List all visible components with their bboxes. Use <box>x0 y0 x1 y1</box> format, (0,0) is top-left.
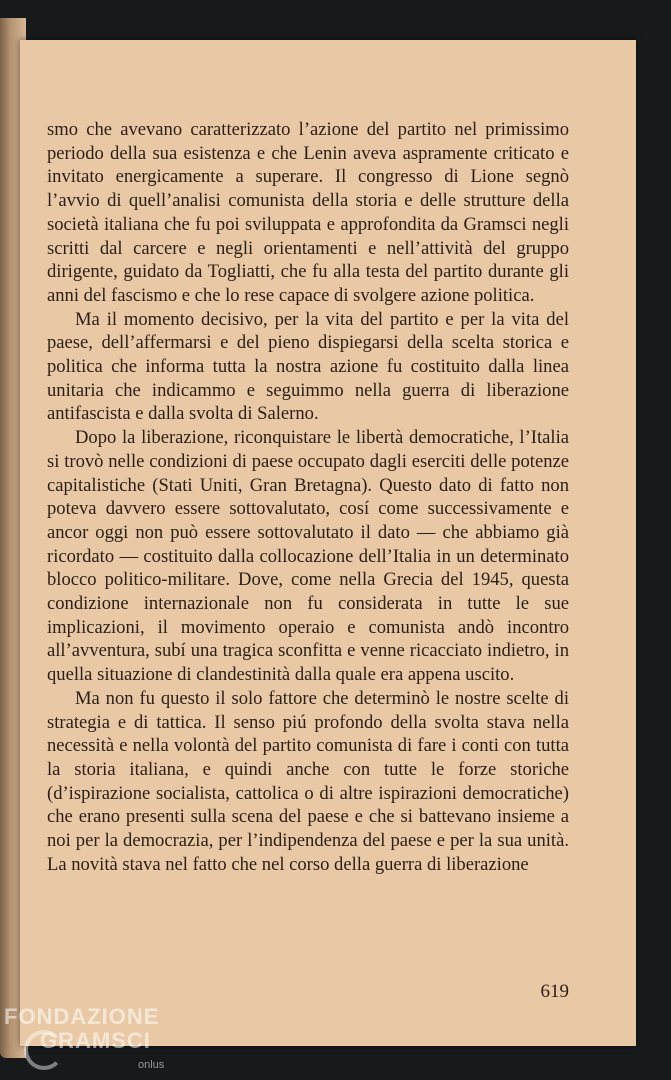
book-page <box>20 40 636 1046</box>
page-number: 619 <box>540 981 569 1002</box>
watermark <box>4 1004 165 1071</box>
paragraph-2: Ma il momento decisivo, per la vita del partito e per la vita del paese, dell’affermarsi e del pieno dispiegarsi della scelta storica e politica che informa tutta la nostra azione fu costituito dalla linea unitaria che indicammo e seguimmo nella guerra di liberazione antifascista e dalla svolta di Salerno. <box>47 308 569 425</box>
watermark-line-1: FONDAZIONE <box>4 1004 160 1029</box>
watermark-line-3: onlus <box>138 1059 165 1071</box>
paragraph-1: smo che avevano caratterizzato l’azione del partito nel primissimo periodo della sua esistenza e che Lenin aveva aspramente criticato e invitato energicamente a superare. Il congresso di Lione segnò l’avvio di quell’analisi comunista della storia e delle strutture della società italiana che fu poi sviluppata e approfondita da Gramsci negli scritti dal carcere e negli orientamenti e nell’attività del gruppo dirigente, guidato da Togliatti, che fu alla testa del partito durante gli anni del fascismo e che lo rese capace di svolgere azione politica. <box>47 119 569 306</box>
watermark-line-2: GRAMSCI <box>40 1028 151 1053</box>
paragraph-3: Dopo la liberazione, riconquistare le libertà democratiche, l’Italia si trovò nelle condizioni di paese occupato dagli eserciti delle potenze capitalistiche (Stati Uniti, Gran Bretagna). Questo dato di fatto non poteva davvero essere sottovalutato, cosí come successivamente e ancor oggi non può essere sottovalutato il dato — che abbiamo già ricordato — costituito dalla collocazione dell’Italia in un determinato blocco politico-militare. Dove, come nella Grecia del 1945, questa condizione internazionale non fu considerata in tutte le sue implicazioni, il movimento operaio e comunista andò incontro all’avventura, subí una tragica sconfitta e venne ricacciato indietro, in quella situazione di clandestinità dalla quale era appena uscito. <box>47 427 569 686</box>
paragraph-4: Ma non fu questo il solo fattore che determinò le nostre scelte di strategia e di tattica. Il senso piú profondo della svolta stava nella necessità e nella volontà del partito comunista di fare i conti con tutta la storia italiana, e quindi anche con tutte le forze storiche (d’ispirazione socialista, cattolica o di altre ispirazioni democratiche) che erano presenti sulla scena del paese e che si battevano insieme a noi per la democrazia, per l’indipendenza del paese e per la sua unità. La novità stava nel fatto che nel corso della guerra di liberazione <box>47 687 569 875</box>
body-text <box>47 118 569 877</box>
